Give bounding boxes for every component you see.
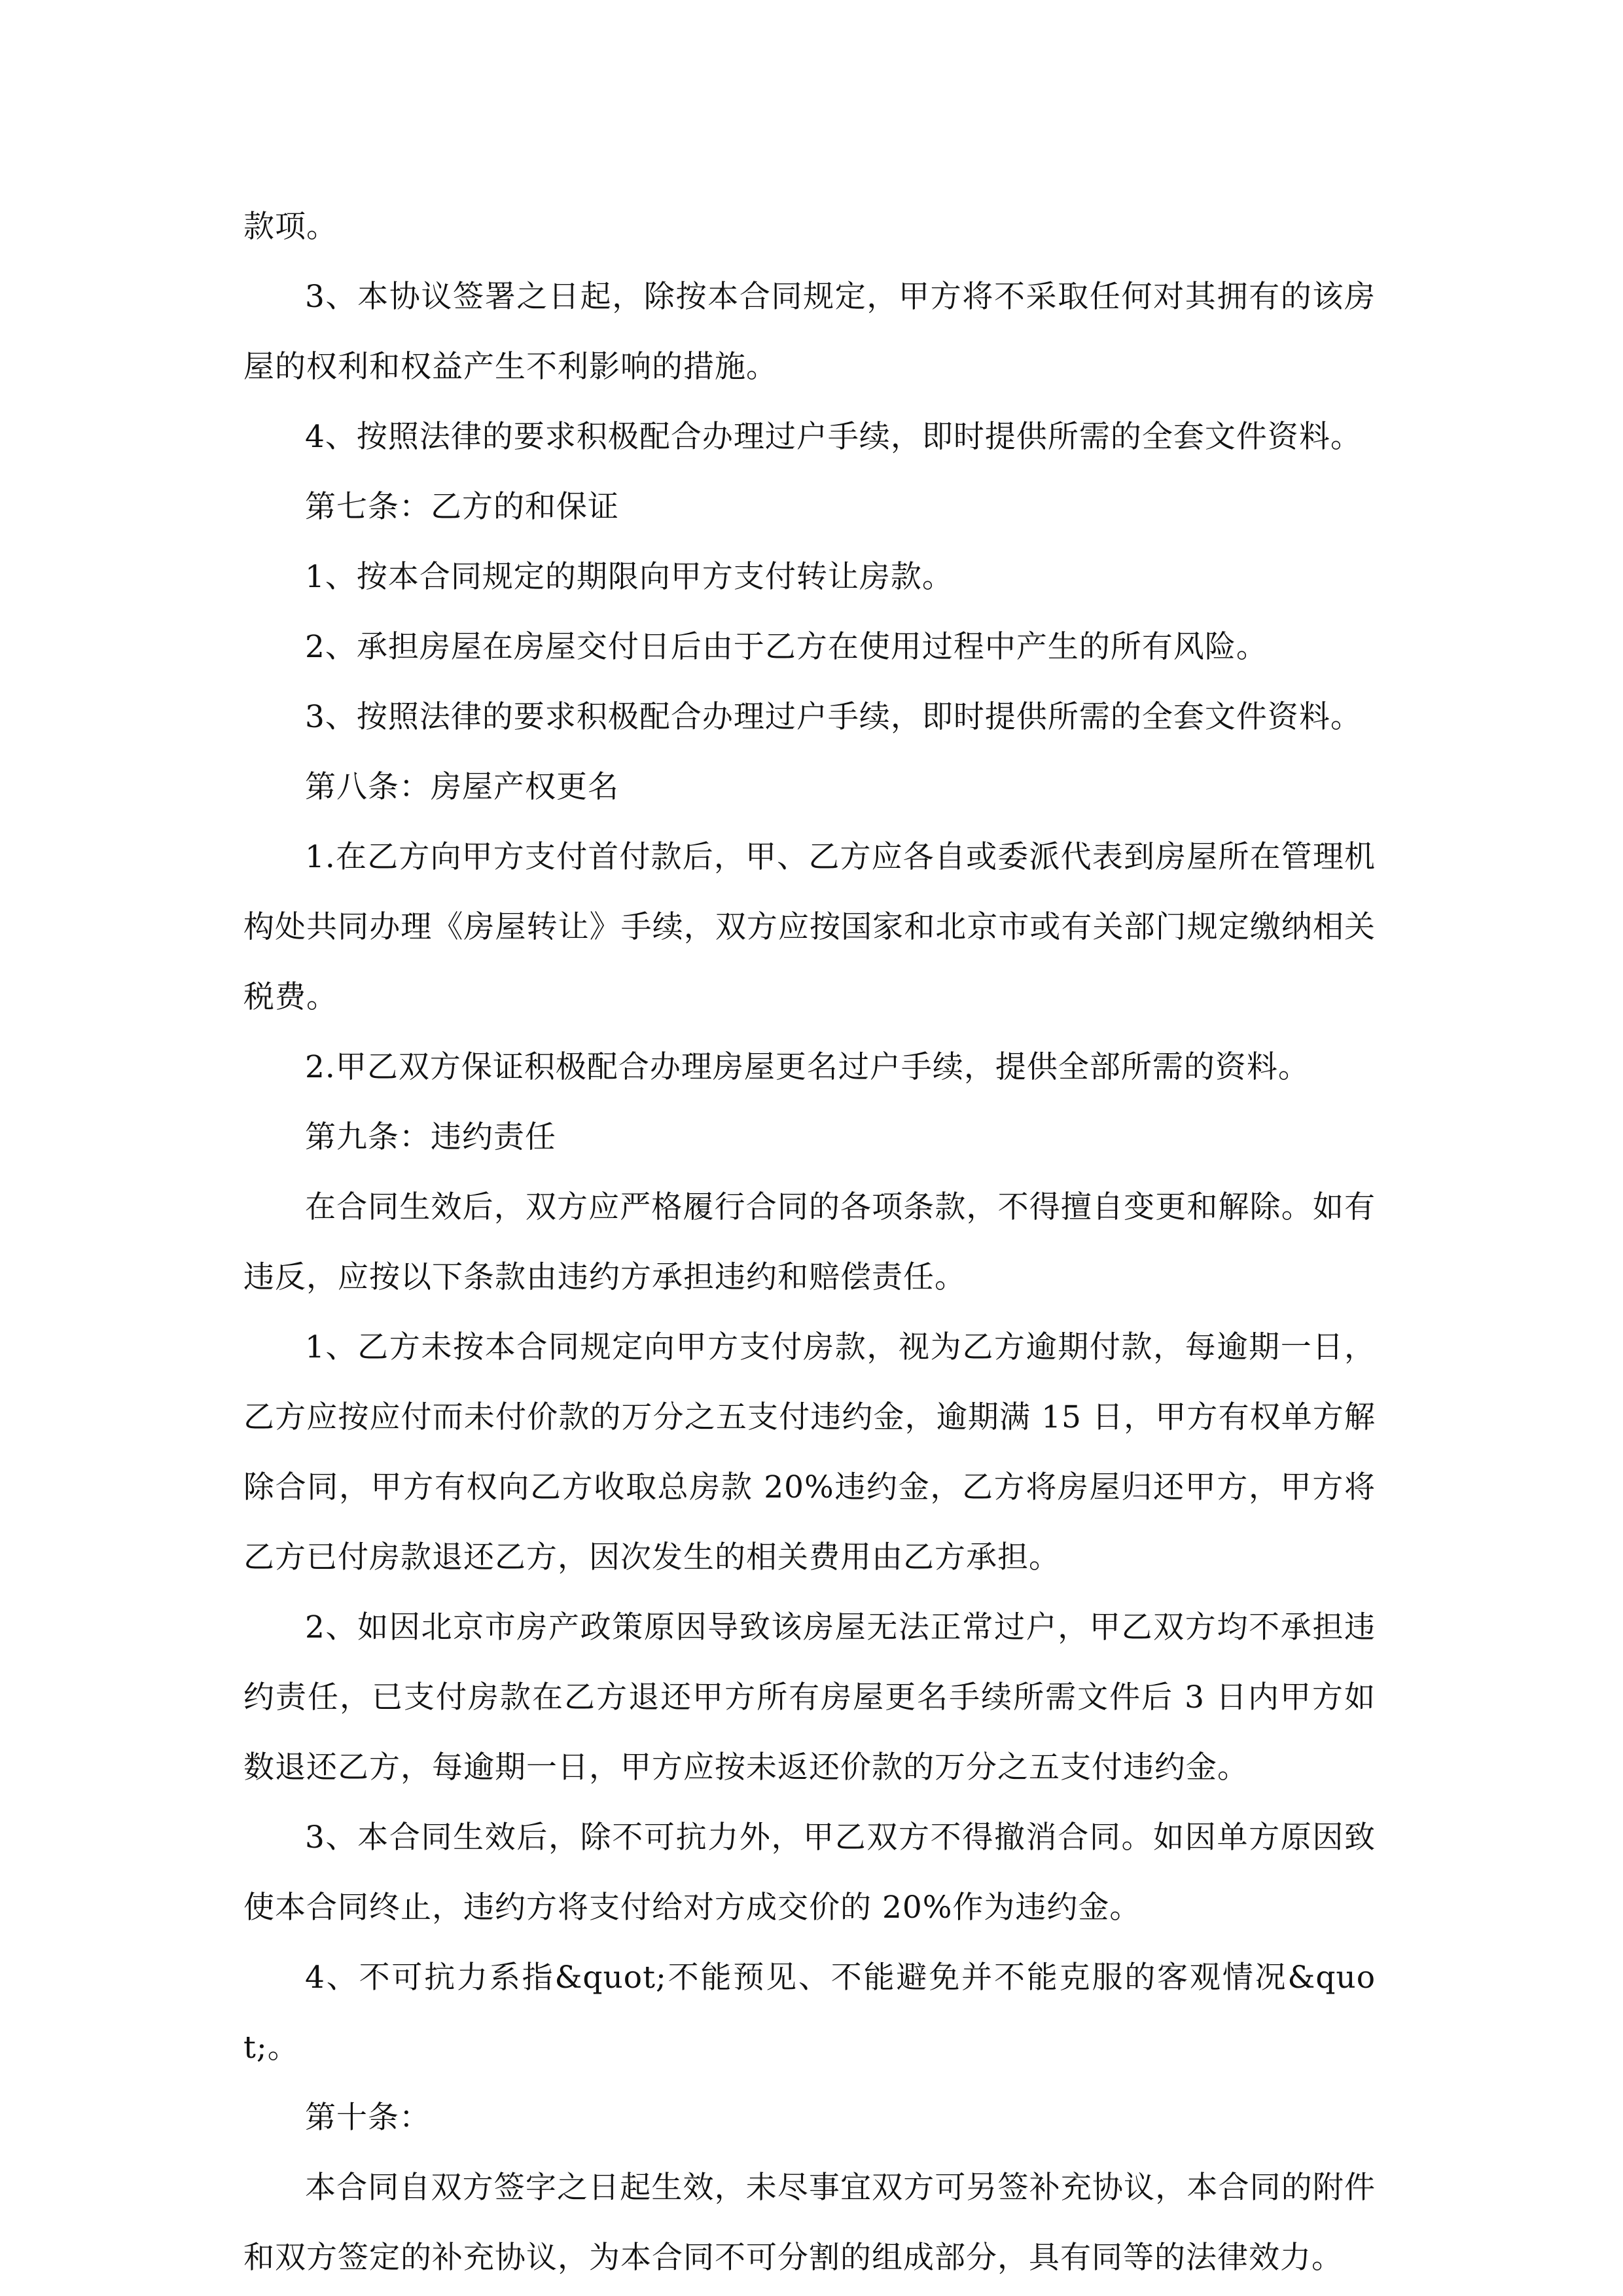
paragraph-article-9-item-3: 3、本合同生效后，除不可抗力外，甲乙双方不得撤消合同。如因单方原因致使本合同终止，违约方将支付给对方成交价的 20%作为违约金。 <box>243 1820 1376 1926</box>
paragraph-article-10-body: 本合同自双方签字之日起生效，未尽事宜双方可另签补充协议，本合同的附件和双方签定的补充协议，为本合同不可分割的组成部分，具有同等的法律效力。 <box>243 2170 1376 2276</box>
paragraph-article-9-item-4: 4、不可抗力系指&quot;不能预见、不能避免并不能克服的客观情况&quot;。 <box>243 1960 1376 2066</box>
paragraph-continuation: 款项。 <box>243 209 338 245</box>
paragraph-article-9-intro: 在合同生效后，双方应严格履行合同的各项条款，不得擅自变更和解除。如有违反，应按以下条款由违约方承担违约和赔偿责任。 <box>243 1189 1376 1295</box>
paragraph-clause-3-seller: 3、本协议签署之日起，除按本合同规定，甲方将不采取任何对其拥有的该房屋的权利和权益产生不利影响的措施。 <box>243 279 1376 385</box>
paragraph-article-8-item-1: 1.在乙方向甲方支付首付款后，甲、乙方应各自或委派代表到房屋所在管理机构处共同办理《房屋转让》手续，双方应按国家和北京市或有关部门规定缴纳相关税费。 <box>243 839 1376 1015</box>
article-8-heading: 第八条：房屋产权更名 <box>305 769 619 805</box>
paragraph-article-7-item-3: 3、按照法律的要求积极配合办理过户手续，即时提供所需的全套文件资料。 <box>305 699 1362 735</box>
paragraph-article-9-item-1: 1、乙方未按本合同规定向甲方支付房款，视为乙方逾期付款，每逾期一日，乙方应按应付而未付价款的万分之五支付违约金，逾期满 15 日，甲方有权单方解除合同，甲方有权向乙方收取总房款 20%违约金，乙方将房屋归还甲方，甲方将乙方已付房款退还乙方，因次发生的相关费用由乙方承担。 <box>243 1329 1376 1575</box>
article-10-heading: 第十条： <box>305 2100 431 2136</box>
paragraph-clause-4-seller: 4、按照法律的要求积极配合办理过户手续，即时提供所需的全套文件资料。 <box>305 419 1362 455</box>
paragraph-article-8-item-2: 2.甲乙双方保证积极配合办理房屋更名过户手续，提供全部所需的资料。 <box>305 1049 1310 1085</box>
article-7-heading: 第七条：乙方的和保证 <box>305 489 619 525</box>
paragraph-article-7-item-2: 2、承担房屋在房屋交付日后由于乙方在使用过程中产生的所有风险。 <box>305 629 1268 665</box>
paragraph-article-9-item-2: 2、如因北京市房产政策原因导致该房屋无法正常过户，甲乙双方均不承担违约责任，已支付房款在乙方退还甲方所有房屋更名手续所需文件后 3 日内甲方如数退还乙方，每逾期一日，甲方应按未返还价款的万分之五支付违约金。 <box>243 1609 1376 1785</box>
document-body <box>243 192 1376 2293</box>
paragraph-article-7-item-1: 1、按本合同规定的期限向甲方支付转让房款。 <box>305 559 954 595</box>
article-9-heading: 第九条：违约责任 <box>305 1119 556 1155</box>
